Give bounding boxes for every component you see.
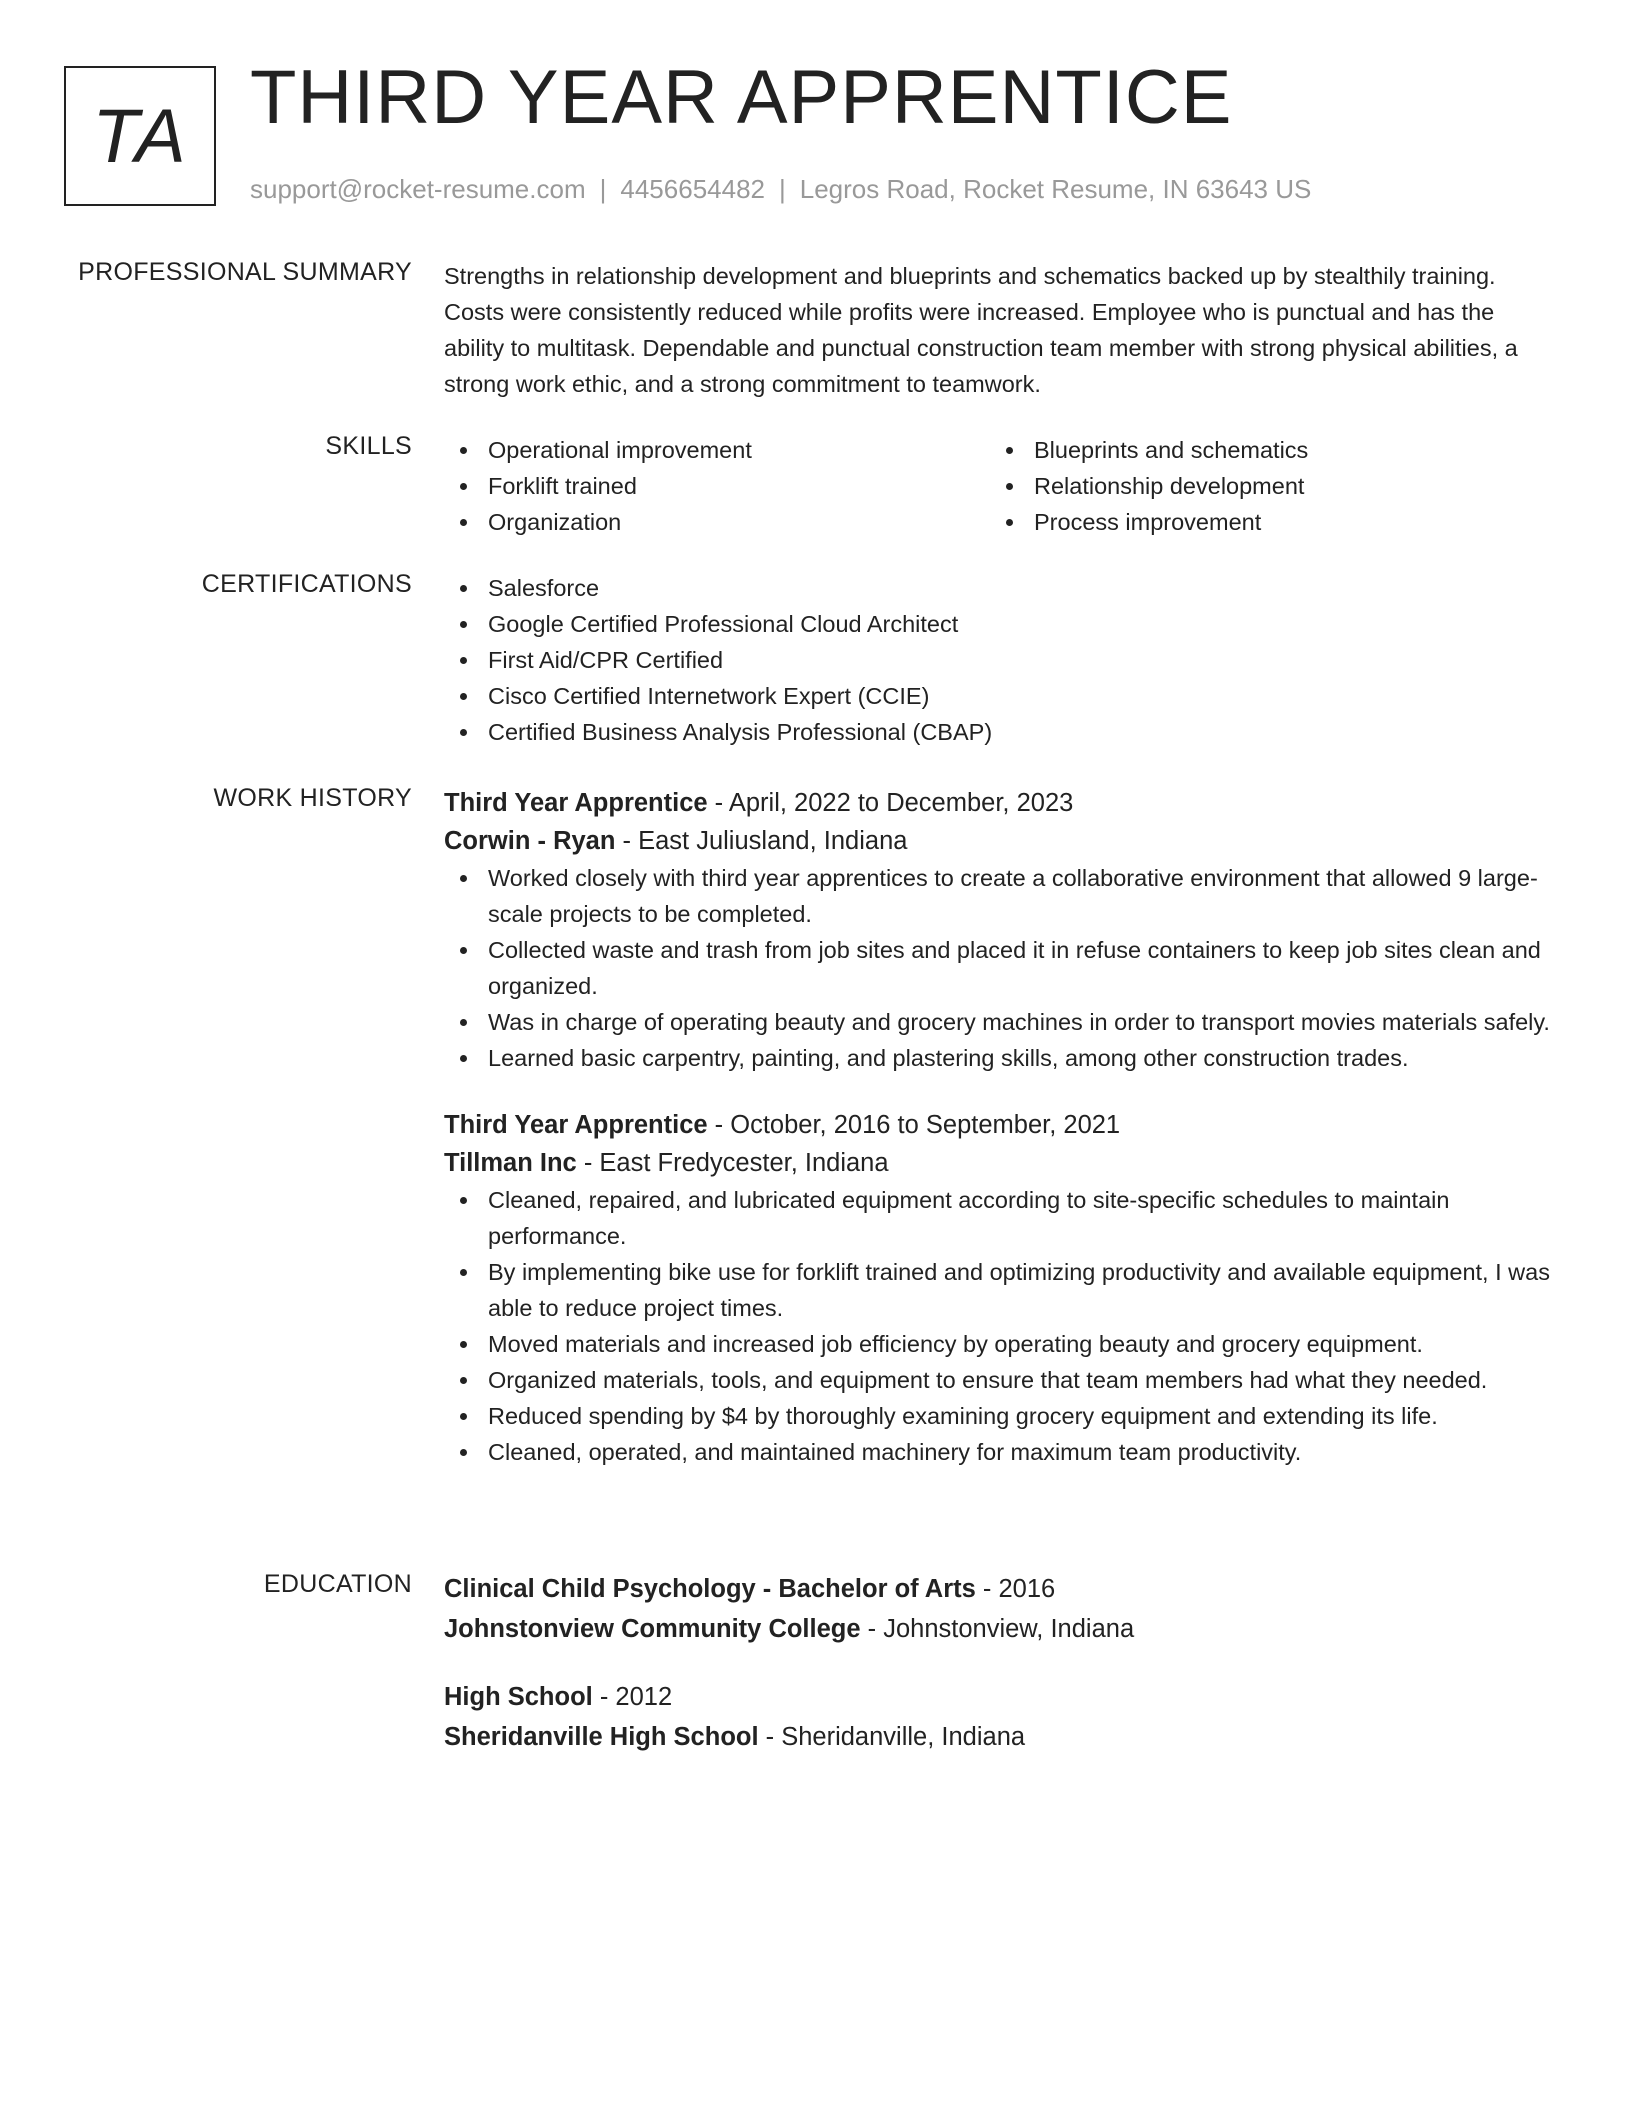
- list-item: Forklift trained: [444, 468, 990, 504]
- section-label: PROFESSIONAL SUMMARY: [78, 258, 412, 286]
- job-location: - East Juliusland, Indiana: [615, 827, 908, 855]
- contact-line: [250, 174, 1311, 205]
- job-bullets: [444, 1182, 1554, 1470]
- summary-text: Strengths in relationship development and blueprints and schematics backed up by stealthily training. Costs were consistently reduced while profits were increased. Employee who is punctual and has the ability to multitask. Dependable and punctual construction team member with strong physical abilities, a strong work ethic, and a strong commitment to teamwork.: [444, 263, 1518, 397]
- contact-phone[interactable]: 4456654482: [620, 174, 765, 204]
- education-body: [444, 1570, 1554, 1756]
- list-item: Organization: [444, 504, 990, 540]
- summary-body: [444, 258, 1554, 402]
- list-item: Cleaned, operated, and maintained machinery for maximum team productivity.: [444, 1434, 1554, 1470]
- degree: High School: [444, 1683, 593, 1711]
- graduation-year: - 2012: [592, 1683, 673, 1711]
- job-entry: [444, 784, 1554, 1076]
- monogram-logo: TA: [64, 66, 216, 206]
- list-item: Collected waste and trash from job sites and placed it in refuse containers to keep job sites clean and organized.: [444, 932, 1554, 1004]
- school-line: [444, 1610, 1554, 1648]
- job-dates: - April, 2022 to December, 2023: [707, 789, 1074, 817]
- list-item: Relationship development: [990, 468, 1536, 504]
- certifications-list: [444, 570, 1554, 750]
- job-title-line: [444, 1106, 1554, 1144]
- degree-line: [444, 1678, 1554, 1716]
- school: Johnstonview Community College: [444, 1615, 861, 1643]
- work-history-body: [444, 784, 1554, 1470]
- contact-email[interactable]: support@rocket-resume.com: [250, 174, 586, 204]
- list-item: Worked closely with third year apprentices to create a collaborative environment that allowed 9 large-scale projects to be completed.: [444, 860, 1554, 932]
- graduation-year: - 2016: [975, 1575, 1056, 1603]
- job-dates: - October, 2016 to September, 2021: [707, 1111, 1121, 1139]
- list-item: First Aid/CPR Certified: [444, 642, 1554, 678]
- job-entry: [444, 1106, 1554, 1470]
- list-item: Salesforce: [444, 570, 1554, 606]
- certifications-body: [444, 570, 1554, 750]
- skills-column-2: [990, 432, 1536, 540]
- list-item: Moved materials and increased job efficiency by operating beauty and grocery equipment.: [444, 1326, 1554, 1362]
- contact-separator: |: [599, 174, 607, 204]
- job-company-line: [444, 822, 1554, 860]
- list-item: Cisco Certified Internetwork Expert (CCIE): [444, 678, 1554, 714]
- section-label: WORK HISTORY: [213, 784, 412, 812]
- contact-address: Legros Road, Rocket Resume, IN 63643 US: [799, 174, 1312, 204]
- list-item: By implementing bike use for forklift trained and optimizing productivity and available equipment, I was able to reduce project times.: [444, 1254, 1554, 1326]
- job-company: Corwin - Ryan: [444, 827, 616, 855]
- list-item: Was in charge of operating beauty and grocery machines in order to transport movies materials safely.: [444, 1004, 1554, 1040]
- school-location: - Johnstonview, Indiana: [860, 1615, 1135, 1643]
- section-label: CERTIFICATIONS: [201, 570, 412, 598]
- job-company: Tillman Inc: [444, 1149, 577, 1177]
- list-item: Organized materials, tools, and equipment to ensure that team members had what they needed.: [444, 1362, 1554, 1398]
- education-entry: [444, 1678, 1554, 1756]
- job-company-line: [444, 1144, 1554, 1182]
- list-item: Cleaned, repaired, and lubricated equipment according to site-specific schedules to maintain performance.: [444, 1182, 1554, 1254]
- section-label: EDUCATION: [263, 1570, 412, 1598]
- school: Sheridanville High School: [444, 1723, 759, 1751]
- school-line: [444, 1718, 1554, 1756]
- list-item: Learned basic carpentry, painting, and plastering skills, among other construction trades.: [444, 1040, 1554, 1076]
- school-location: - Sheridanville, Indiana: [758, 1723, 1026, 1751]
- list-item: Process improvement: [990, 504, 1536, 540]
- job-title-line: [444, 784, 1554, 822]
- degree-line: [444, 1570, 1554, 1608]
- job-title: Third Year Apprentice: [444, 1111, 708, 1139]
- job-bullets: [444, 860, 1554, 1076]
- education-entry: [444, 1570, 1554, 1648]
- list-item: Reduced spending by $4 by thoroughly examining grocery equipment and extending its life.: [444, 1398, 1554, 1434]
- list-item: Google Certified Professional Cloud Architect: [444, 606, 1554, 642]
- candidate-name: THIRD YEAR APPRENTICE: [250, 55, 1233, 140]
- skills-column-1: [444, 432, 990, 540]
- job-title: Third Year Apprentice: [444, 789, 708, 817]
- list-item: Certified Business Analysis Professional (CBAP): [444, 714, 1554, 750]
- section-label: SKILLS: [325, 432, 412, 460]
- contact-separator: |: [779, 174, 786, 204]
- list-item: Operational improvement: [444, 432, 990, 468]
- skills-body: [444, 432, 1554, 540]
- degree: Clinical Child Psychology - Bachelor of Arts: [444, 1575, 976, 1603]
- list-item: Blueprints and schematics: [990, 432, 1536, 468]
- job-location: - East Fredycester, Indiana: [576, 1149, 889, 1177]
